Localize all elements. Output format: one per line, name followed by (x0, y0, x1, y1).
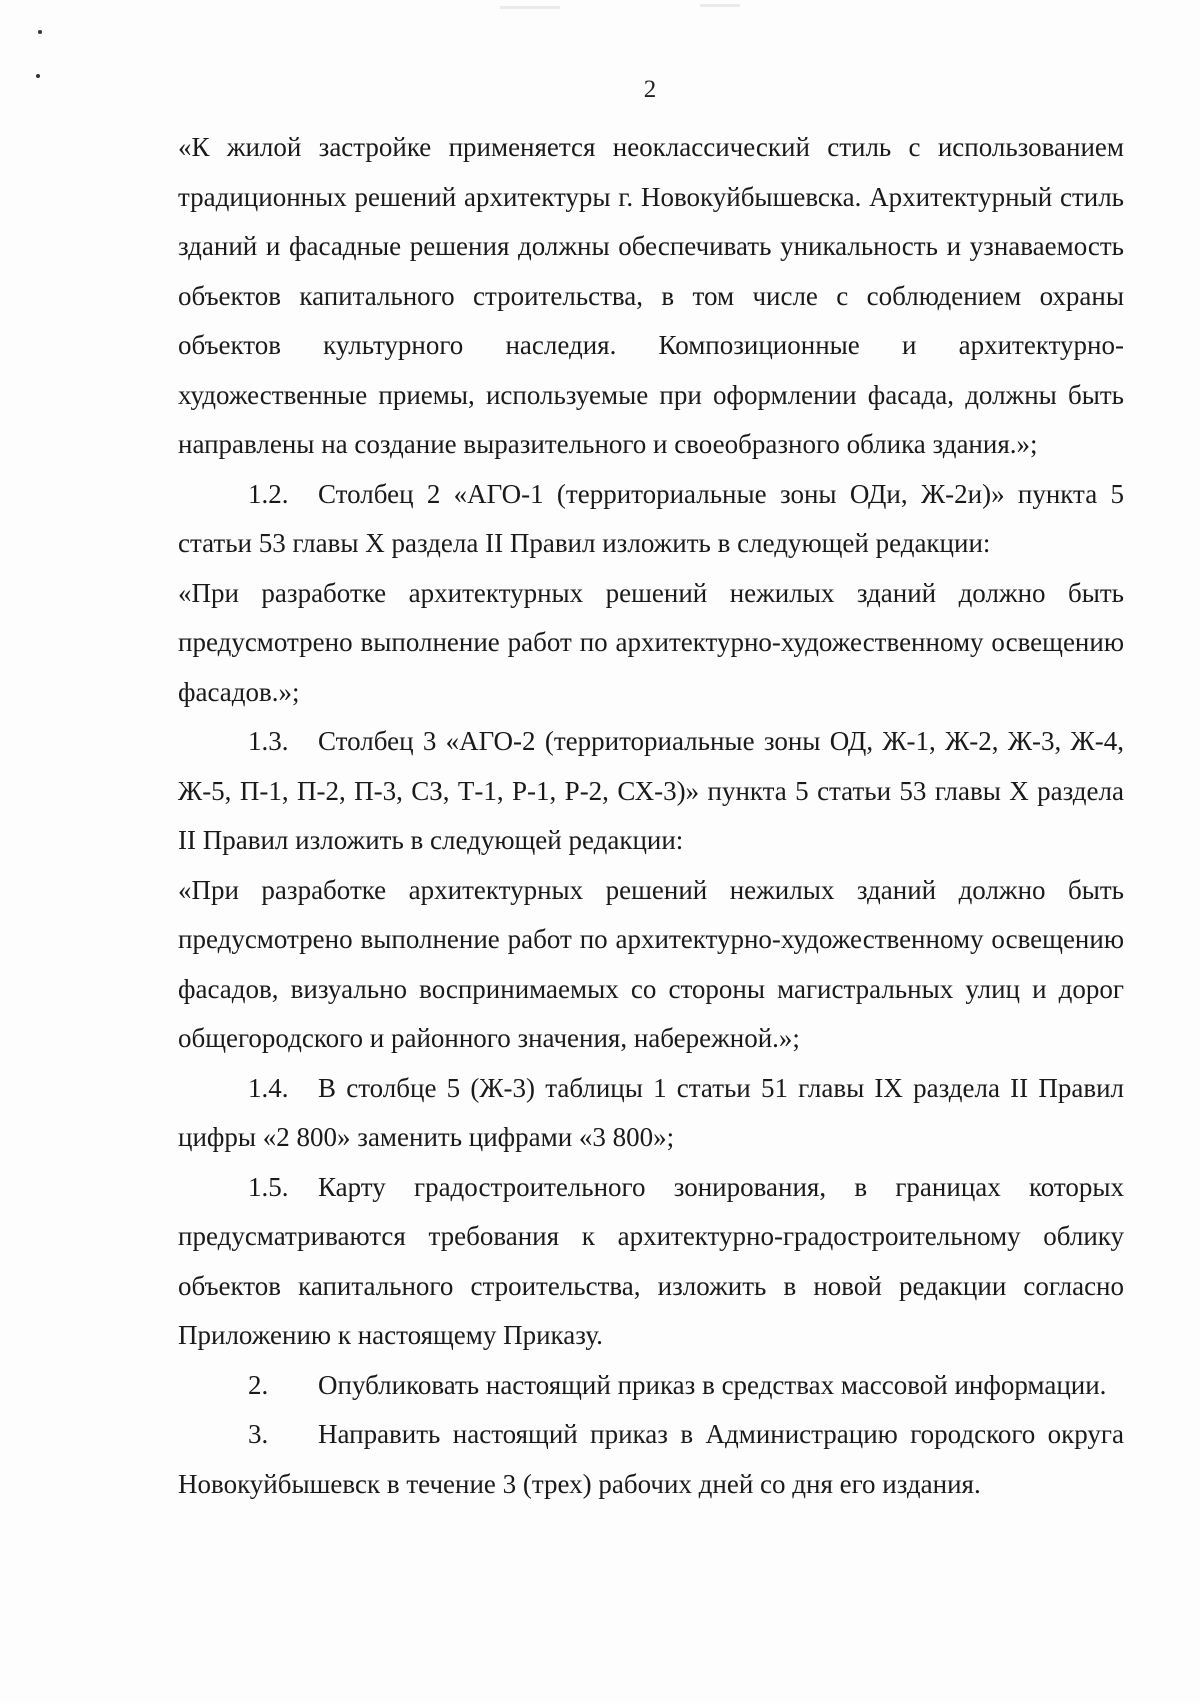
paragraph-quote-2: «При разработке архитектурных решений нежилых зданий должно быть предусмотрено выполнение работ по архитектурно-художественному освещению фасадов.»; (178, 577, 1124, 707)
scan-smudge (500, 6, 560, 9)
paragraph-item-2: 2. Опубликовать настоящий приказ в средствах массовой информации. (248, 1369, 1107, 1400)
document-body (178, 123, 1124, 1509)
paragraph-item-1-3: 1.3. Столбец 3 «АГО-2 (территориальные зоны ОД, Ж-1, Ж-2, Ж-3, Ж-4, Ж-5, П-1, П-2, П-3, СЗ, Т-1, Р-1, Р-2, СХ-3)» пункта 5 статьи 53 главы X раздела II Правил изложить в следующей редакции: (178, 726, 1124, 855)
paragraph-item-1-4: 1.4. В столбце 5 (Ж-3) таблицы 1 статьи 51 главы IX раздела II Правил цифры «2 800» заменить цифрами «3 800»; (178, 1072, 1124, 1152)
scan-smudge (700, 4, 740, 7)
paragraph-item-3: 3. Направить настоящий приказ в Администрацию городского округа Новокуйбышевск в течение 3 (трех) рабочих дней со дня его издания. (178, 1419, 1124, 1499)
page-number: 2 (643, 76, 657, 103)
paragraph-quote-1: «К жилой застройке применяется неоклассический стиль с использованием традиционных решений архитектуры г. Новокуйбышевска. Архитектурный стиль зданий и фасадные решения должны обеспечивать уникальность и узнаваемость объектов капитального строительства, в том числе с соблюдением охраны объектов культурного наследия. Композиционные и архитектурно-художественные приемы, используемые при оформлении фасада, должны быть направлены на создание выразительного и своеобразного облика здания.»; (178, 132, 1124, 459)
paragraph-item-1-2: 1.2. Столбец 2 «АГО-1 (территориальные зоны ОДи, Ж-2и)» пункта 5 статьи 53 главы X раздела II Правил изложить в следующей редакции: (178, 478, 1124, 558)
paragraph-quote-3: «При разработке архитектурных решений нежилых зданий должно быть предусмотрено выполнение работ по архитектурно-художественному освещению фасадов, визуально воспринимаемых со стороны магистральных улиц и дорог общегородского и районного значения, набережной.»; (178, 874, 1124, 1053)
scan-speck (38, 30, 42, 34)
paragraph-item-1-5: 1.5. Карту градостроительного зонирования, в границах которых предусматриваются требования к архитектурно-градостроительному облику объектов капитального строительства, изложить в новой редакции согласно Приложению к настоящему Приказу. (178, 1171, 1124, 1350)
